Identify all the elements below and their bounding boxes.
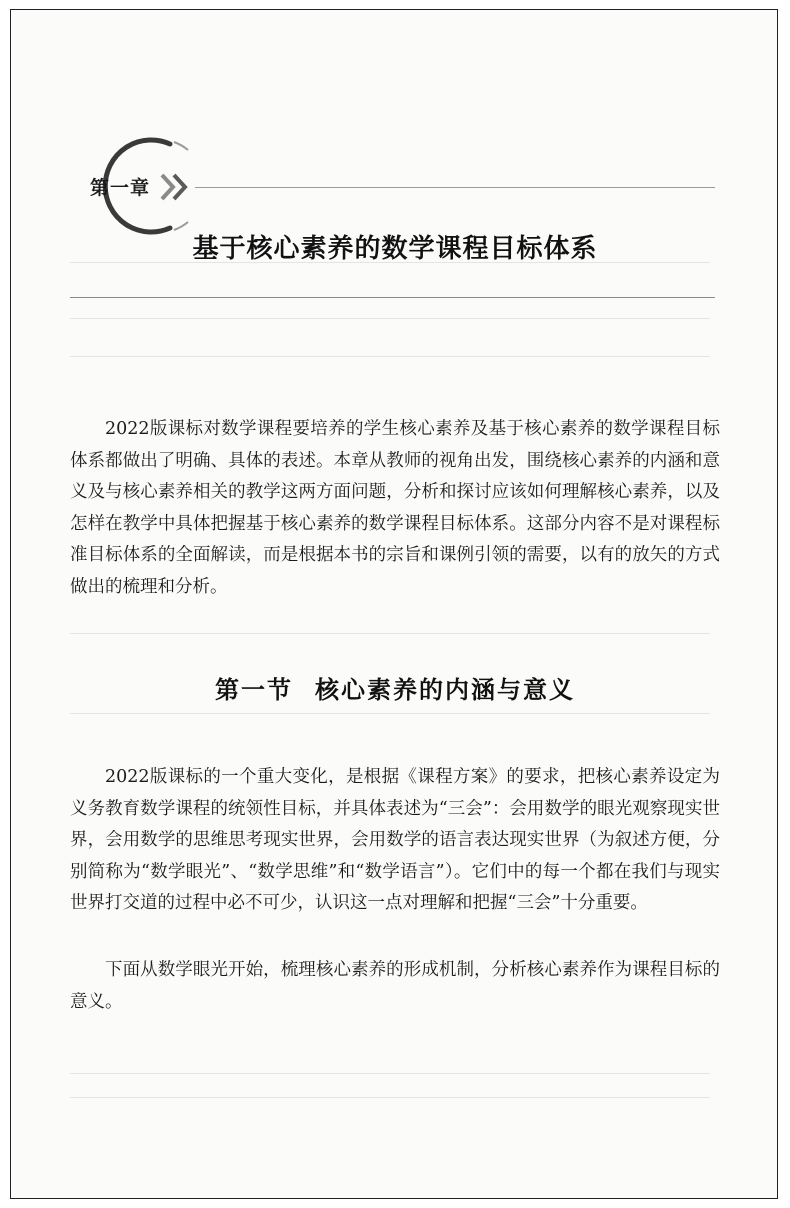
- show-through-line: [70, 713, 710, 714]
- section-heading: [0, 670, 790, 705]
- body-paragraph-2: 下面从数学眼光开始，梳理核心素养的形成机制，分析核心素养作为课程目标的意义。: [70, 960, 720, 1012]
- show-through-line: [70, 356, 710, 357]
- show-through-line: [70, 1097, 710, 1098]
- body-paragraph-1: 2022版课标的一个重大变化，是根据《课程方案》的要求，把核心素养设定为义务教育数学课程的统领性目标，并具体表述为“三会”：会用数学的眼光观察现实世界，会用数学的思维思考现实世界，会用数学的语言表达现实世界（为叙述方便，分别简称为“数学眼光”、“数学思维”和“数学语言”）。它们中的每一个都在我们与现实世界打交道的过程中必不可少，认识这一点对理解和把握“三会”十分重要。: [70, 767, 720, 913]
- section-title: 核心素养的内涵与意义: [315, 675, 575, 704]
- show-through-line: [70, 1073, 710, 1074]
- title-divider: [70, 297, 715, 298]
- chevron-right-icon: [160, 172, 194, 202]
- section-number: 第一节: [215, 675, 293, 704]
- chapter-rule: [195, 187, 715, 188]
- show-through-line: [70, 633, 710, 634]
- chapter-title: 基于核心素养的数学课程目标体系: [192, 234, 598, 264]
- show-through-line: [70, 318, 710, 319]
- chapter-label: 第一章: [90, 177, 151, 199]
- chapter-intro-paragraph: 2022版课标对数学课程要培养的学生核心素养及基于核心素养的数学课程目标体系都做出了明确、具体的表述。本章从教师的视角出发，围绕核心素养的内涵和意义及与核心素养相关的教学这两方面问题，分析和探讨应该如何理解核心素养，以及怎样在教学中具体把握基于核心素养的数学课程目标体系。这部分内容不是对课程标准目标体系的全面解读，而是根据本书的宗旨和课例引领的需要，以有的放矢的方式做出的梳理和分析。: [70, 419, 720, 597]
